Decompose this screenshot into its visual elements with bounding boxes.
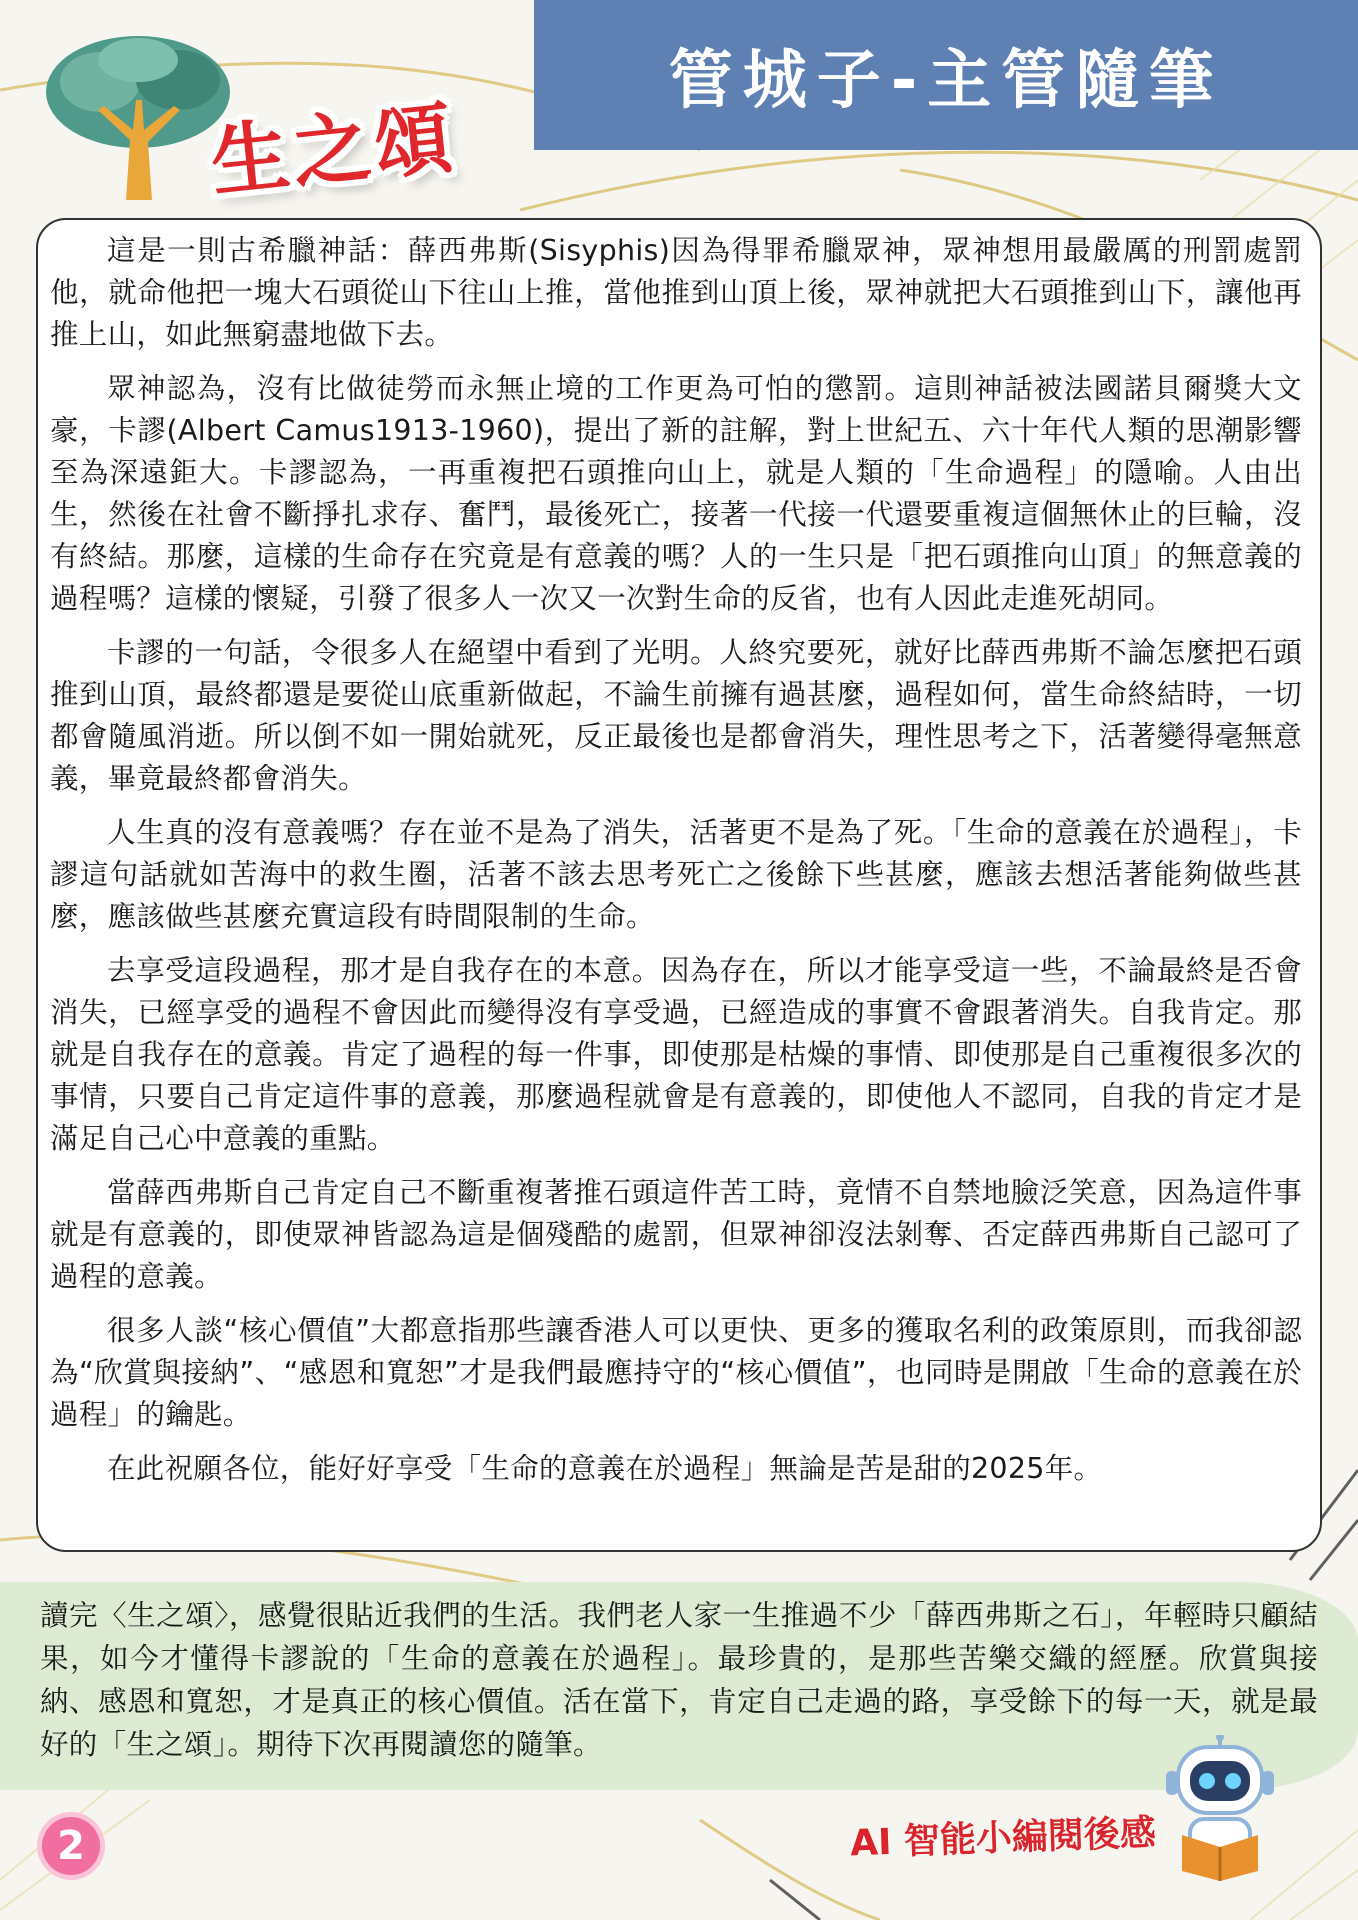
article-title: 生之頌 [206,93,461,209]
column-header-bar [534,0,1358,150]
column-title: 管城子-主管隨筆 [668,44,1224,118]
ai-review-box [0,1582,1358,1790]
page-number-badge: 2 [42,1817,100,1875]
article-paragraph: 卡謬的一句話，令很多人在絕望中看到了光明。人終究要死，就好比薛西弗斯不論怎麼把石頭推到山頂，最終都還是要從山底重新做起，不論生前擁有過甚麼，過程如何，當生命終結時，一切都會隨風消逝。所以倒不如一開始就死，反正最後也是都會消失，理性思考之下，活著變得毫無意義，畢竟最終都會消失。 [50,636,1302,795]
article-paragraph: 這是一則古希臘神話：薛西弗斯(Sisyphis)因為得罪希臘眾神，眾神想用最嚴厲的刑罰處罰他，就命他把一塊大石頭從山下往山上推，當他推到山頂上後，眾神就把大石頭推到山下，讓他再推上山，如此無窮盡地做下去。 [50,234,1302,351]
ai-review-signature: AI 智能小編閱後感 [849,1812,1157,1865]
article-paragraph: 眾神認為，沒有比做徒勞而永無止境的工作更為可怕的懲罰。這則神話被法國諾貝爾獎大文豪，卡謬(Albert Camus1913-1960)，提出了新的註解，對上世紀五、六十年代人類的思潮影響至為深遠鉅大。卡謬認為，一再重複把石頭推向山上，就是人類的「生命過程」的隱喻。人由出生，然後在社會不斷掙扎求存、奮鬥，最後死亡，接著一代接一代還要重複這個無休止的巨輪，沒有終結。那麼，這樣的生命存在究竟是有意義的嗎？人的一生只是「把石頭推向山頂」的無意義的過程嗎？這樣的懷疑，引發了很多人一次又一次對生命的反省，也有人因此走進死胡同。 [50,372,1302,615]
article-paragraph: 當薛西弗斯自己肯定自己不斷重複著推石頭這件苦工時，竟情不自禁地臉泛笑意，因為這件事就是有意義的，即使眾神皆認為這是個殘酷的處罰，但眾神卻沒法剝奪、否定薛西弗斯自己認可了過程的意義。 [50,1176,1302,1293]
article-paragraph: 在此祝願各位，能好好享受「生命的意義在於過程」無論是苦是甜的2025年。 [107,1452,1103,1485]
robot-reader-icon [1160,1735,1280,1885]
article-paragraph: 人生真的沒有意義嗎？存在並不是為了消失，活著更不是為了死。「生命的意義在於過程」，卡謬這句話就如苦海中的救生圈，活著不該去思考死亡之後餘下些甚麼，應該去想活著能夠做些甚麼，應該做些甚麼充實這段有時間限制的生命。 [50,816,1302,933]
article-paragraph: 去享受這段過程，那才是自我存在的本意。因為存在，所以才能享受這一些，不論最終是否會消失，已經享受的過程不會因此而變得沒有享受過，已經造成的事實不會跟著消失。自我肯定。那就是自我存在的意義。肯定了過程的每一件事，即使那是枯燥的事情、即使那是自己重複很多次的事情，只要自己肯定這件事的意義，那麼過程就會是有意義的，即使他人不認同，自我的肯定才是滿足自己心中意義的重點。 [50,954,1302,1155]
ai-review-text: 讀完〈生之頌〉，感覺很貼近我們的生活。我們老人家一生推過不少「薛西弗斯之石」，年輕時只顧結果，如今才懂得卡謬說的「生命的意義在於過程」。最珍貴的，是那些苦樂交織的經歷。欣賞與接納、感恩和寬恕，才是真正的核心價值。活在當下，肯定自己走過的路，享受餘下的每一天，就是最好的「生之頌」。期待下次再閱讀您的隨筆。 [40,1599,1318,1761]
article-paragraph: 很多人談“核心價值”大都意指那些讓香港人可以更快、更多的獲取名利的政策原則，而我卻認為“欣賞與接納”、“感恩和寬恕”才是我們最應持守的“核心價值”，也同時是開啟「生命的意義在於過程」的鑰匙。 [50,1314,1302,1431]
article-body [36,218,1322,1552]
